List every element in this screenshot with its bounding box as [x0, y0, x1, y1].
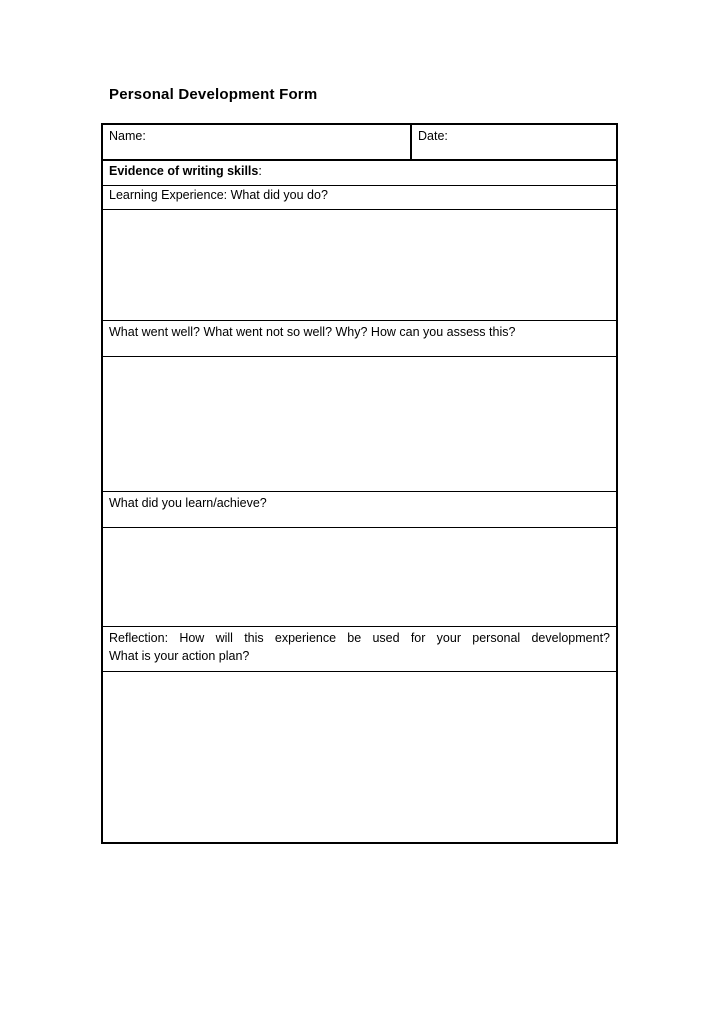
reflection-answer[interactable] [103, 672, 616, 842]
learn-achieve-answer[interactable] [103, 528, 616, 627]
reflection-prompt-line2: What is your action plan? [109, 649, 250, 663]
date-field[interactable] [412, 125, 616, 159]
went-well-prompt-row [103, 321, 616, 357]
evidence-heading-colon: : [258, 164, 262, 178]
name-date-row [103, 125, 616, 161]
name-label: Name: [109, 129, 146, 143]
learning-experience-prompt-row [103, 186, 616, 210]
reflection-prompt-row [103, 627, 616, 672]
learning-experience-answer[interactable] [103, 210, 616, 321]
date-label: Date: [418, 129, 448, 143]
reflection-prompt [109, 629, 610, 665]
form-title: Personal Development Form [109, 86, 318, 103]
form-table [101, 123, 618, 844]
evidence-heading-bold: Evidence of writing skills [109, 164, 259, 178]
evidence-heading [109, 162, 610, 180]
went-well-answer[interactable] [103, 357, 616, 492]
name-field[interactable] [103, 125, 412, 159]
reflection-prompt-line1: Reflection: How will this experience be used for your personal development? [109, 631, 610, 645]
evidence-heading-row [103, 161, 616, 186]
learning-experience-prompt: Learning Experience: What did you do? [109, 188, 328, 202]
went-well-prompt: What went well? What went not so well? Why? How can you assess this? [109, 325, 516, 339]
learn-achieve-prompt-row [103, 492, 616, 528]
learn-achieve-prompt: What did you learn/achieve? [109, 496, 267, 510]
